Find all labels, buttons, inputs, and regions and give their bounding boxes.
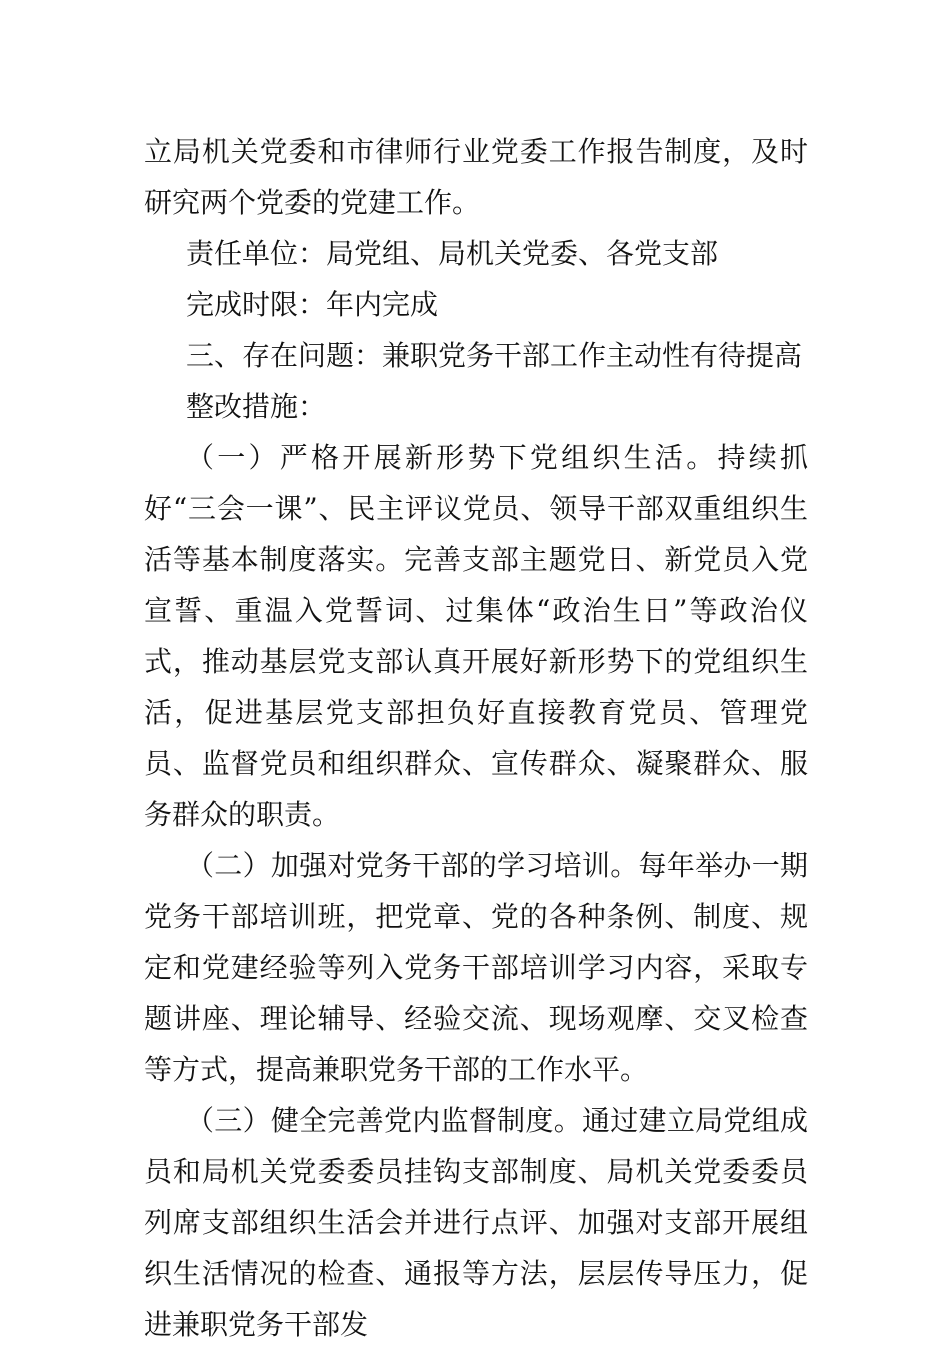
- document-body: [144, 126, 808, 1350]
- paragraph-continuation: 立局机关党委和市律师行业党委工作报告制度，及时研究两个党委的党建工作。: [144, 135, 808, 219]
- paragraph-measure-three: （三）健全完善党内监督制度。通过建立局党组成员和局机关党委委员挂钩支部制度、局机关党委委员列席支部组织生活会并进行点评、加强对支部开展组织生活情况的检查、通报等方法，层层传导压力，促进兼职党务干部发: [144, 1104, 808, 1341]
- paragraph-measure-one: （一）严格开展新形势下党组织生活。持续抓好“三会一课”、民主评议党员、领导干部双重组织生活等基本制度落实。完善支部主题党日、新党员入党宣誓、重温入党誓词、过集体“政治生日”等政治仪式，推动基层党支部认真开展好新形势下的党组织生活，促进基层党支部担负好直接教育党员、管理党员、监督党员和组织群众、宣传群众、凝聚群众、服务群众的职责。: [144, 441, 808, 831]
- paragraph-deadline: 完成时限：年内完成: [186, 288, 439, 321]
- paragraph-measures-label: 整改措施：: [186, 390, 327, 423]
- paragraph-responsible-units: 责任单位：局党组、局机关党委、各党支部: [186, 237, 719, 270]
- section-heading-problem-three: 三、存在问题：兼职党务干部工作主动性有待提高: [186, 339, 803, 372]
- paragraph-measure-two: （二）加强对党务干部的学习培训。每年举办一期党务干部培训班，把党章、党的各种条例、制度、规定和党建经验等列入党务干部培训学习内容，采取专题讲座、理论辅导、经验交流、现场观摩、交叉检查等方式，提高兼职党务干部的工作水平。: [144, 849, 808, 1086]
